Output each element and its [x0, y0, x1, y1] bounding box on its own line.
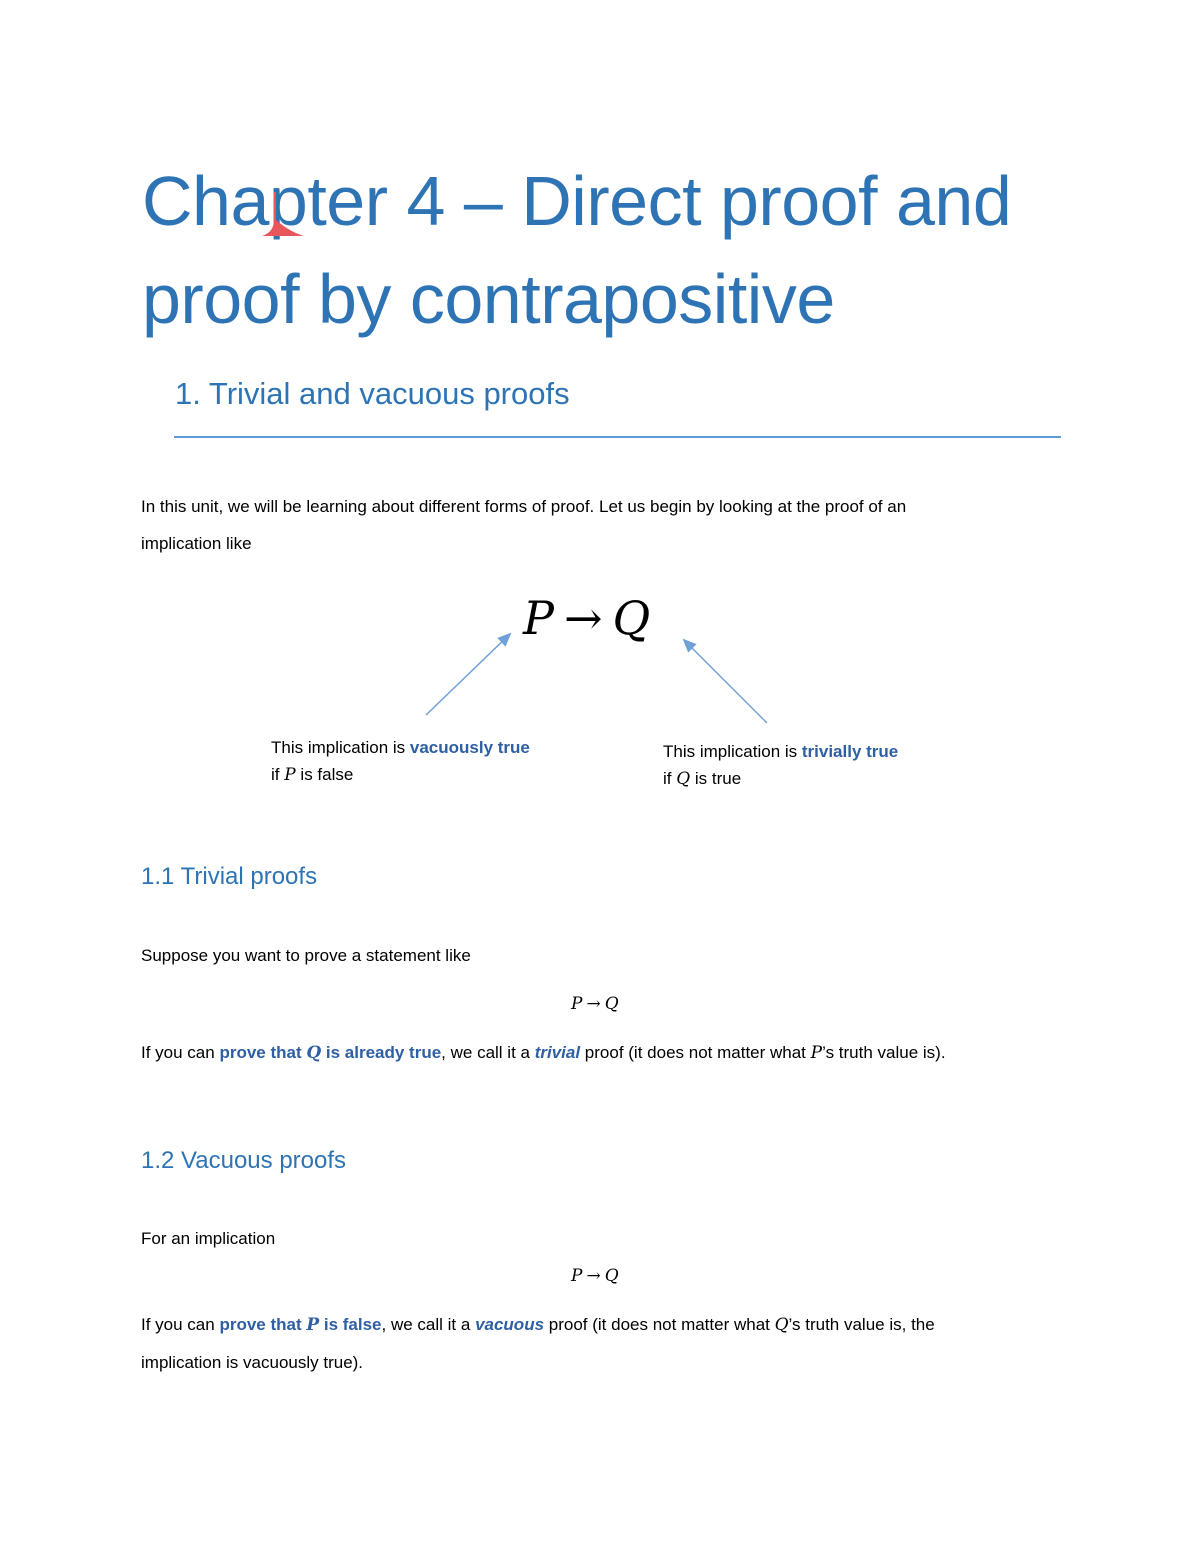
callout-vacuous-line-2 — [271, 761, 530, 789]
math-variable: P — [306, 1315, 320, 1335]
formula-p: P — [523, 591, 554, 645]
callout-text: is false — [295, 765, 354, 784]
callout-trivial — [663, 738, 898, 793]
document-title — [142, 152, 1102, 348]
body-text: , we call it a — [381, 1315, 476, 1334]
math-variable: Q — [774, 1315, 789, 1335]
body-text: ’s truth value is). — [822, 1043, 946, 1062]
trivial-lead: Suppose you want to prove a statement like — [141, 946, 471, 965]
vacuous-body-line-1 — [141, 1306, 1041, 1344]
term-trivial: trivial — [534, 1043, 581, 1062]
body-text: proof (it does not matter what — [580, 1043, 811, 1062]
callout-vacuous — [271, 734, 530, 789]
callout-vacuous-line-1 — [271, 734, 530, 761]
intro-paragraph — [141, 488, 1041, 562]
trivial-formula — [571, 992, 619, 1016]
math-variable: Q — [676, 769, 691, 789]
highlight-text: is false — [319, 1315, 382, 1334]
formula-q: Q — [612, 591, 651, 645]
math-variable: Q — [306, 1043, 322, 1063]
formula-arrow: → — [586, 1266, 601, 1286]
callout-trivial-line-1 — [663, 738, 898, 765]
implication-formula — [523, 588, 650, 648]
callout-text: is true — [690, 769, 742, 788]
callout-text: This implication is — [663, 742, 802, 761]
callout-text: This implication is — [271, 738, 410, 757]
body-text: ’s truth value is, the — [788, 1315, 935, 1334]
math-variable: P — [284, 765, 296, 785]
highlight-text: prove that — [219, 1315, 307, 1334]
section-heading-1: 1. Trivial and vacuous proofs — [175, 376, 570, 411]
highlight-text: is already true — [321, 1043, 442, 1062]
body-text: If you can — [141, 1043, 220, 1062]
title-line-2: proof by contrapositive — [142, 260, 835, 338]
callout-highlight: vacuously true — [409, 738, 530, 757]
body-highlight — [219, 1043, 441, 1062]
callout-trivial-line-2 — [663, 765, 898, 793]
vacuous-body-line-2: implication is vacuously true). — [141, 1353, 364, 1372]
heading-underline — [174, 436, 1061, 438]
term-vacuous: vacuous — [475, 1315, 545, 1334]
section-heading-1-2: 1.2 Vacuous proofs — [141, 1147, 347, 1174]
vacuous-lead: For an implication — [141, 1229, 276, 1248]
formula-arrow: → — [586, 994, 601, 1014]
body-text: , we call it a — [441, 1043, 535, 1062]
formula-q: Q — [604, 1266, 619, 1286]
callout-text: if — [663, 769, 677, 788]
callout-highlight: trivially true — [801, 742, 899, 761]
formula-q: Q — [604, 994, 619, 1014]
section-heading-1-1: 1.1 Trivial proofs — [141, 863, 318, 890]
formula-p: P — [571, 1266, 583, 1286]
body-text: proof (it does not matter what — [544, 1315, 775, 1334]
arrow-to-p — [426, 634, 510, 715]
intro-line-2: implication like — [141, 534, 252, 553]
arrow-to-q — [684, 640, 767, 723]
vacuous-body — [141, 1306, 1041, 1381]
formula-arrow: → — [563, 591, 603, 645]
trivial-body — [141, 1034, 1041, 1072]
title-line-1: Chapter 4 – Direct proof and — [142, 162, 1012, 240]
callout-text: if — [271, 765, 285, 784]
vacuous-formula — [571, 1264, 619, 1288]
body-text: If you can — [141, 1315, 220, 1334]
math-variable: P — [810, 1043, 823, 1063]
caret-insertion-icon — [260, 190, 306, 242]
formula-p: P — [571, 994, 583, 1014]
body-highlight — [219, 1315, 381, 1334]
highlight-text: prove that — [219, 1043, 307, 1062]
intro-line-1: In this unit, we will be learning about different forms of proof. Let us begin by looking at the proof of an — [141, 497, 907, 516]
